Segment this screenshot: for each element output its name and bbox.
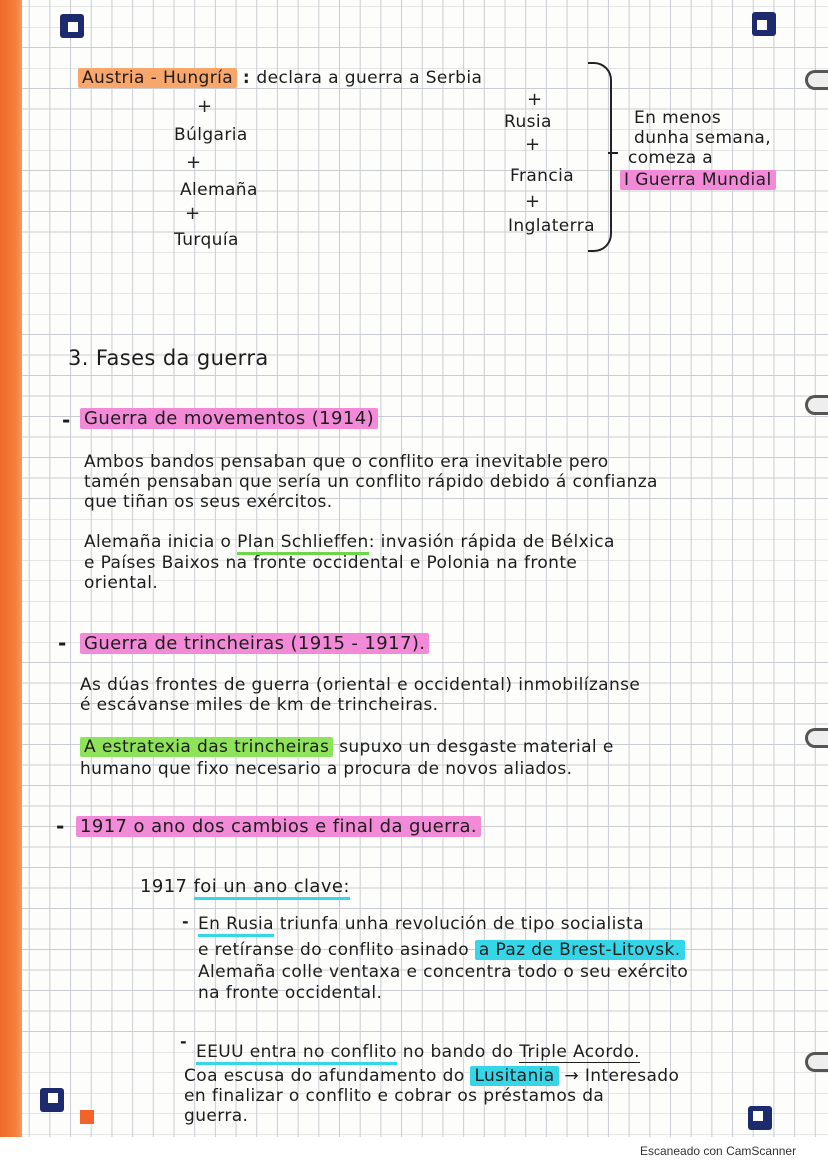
phase1-title [80, 408, 378, 429]
item2-mid: no bando do [402, 1042, 514, 1062]
phase1-para1-line2: tamén pensaban que sería un conflito rápido debido á confianza [84, 472, 658, 492]
item2-line4: guerra. [184, 1106, 249, 1126]
phase3-title [76, 816, 481, 837]
triple-acordo: Triple Acordo. [519, 1042, 640, 1062]
notebook-spine [0, 0, 22, 1137]
ally-alemana: Alemaña [180, 180, 258, 200]
binder-ring [805, 70, 828, 90]
declara-text: declara a guerra a Serbia [256, 68, 483, 88]
bullet-dash: - [180, 1032, 187, 1051]
plus-sign: + [186, 152, 202, 173]
item1-line1 [198, 914, 644, 934]
intro-rest: foi un ano clave: [194, 876, 350, 900]
phase2-para2-rest: supuxo un desgaste material e [339, 737, 614, 757]
eeuu-entra: EEUU entra no conflito [196, 1042, 397, 1065]
item2-line3: en finalizar o conflito e cobrar os préstamos da [184, 1086, 605, 1106]
note-line-1: En menos [634, 108, 722, 128]
ally-inglaterra: Inglaterra [508, 216, 595, 236]
item1-line3: Alemaña colle ventaxa e concentra todo o seu exército [198, 962, 689, 982]
note-line-4 [620, 170, 776, 190]
orange-square-mark [80, 1110, 94, 1124]
binder-ring [805, 395, 828, 415]
phase1-para2-start: Alemaña inicia o [84, 532, 232, 552]
phase2-para1-line1: As dúas frontes de guerra (oriental e occidental) inmobilízanse [80, 675, 641, 695]
camscanner-footer: Escaneado con CamScanner [640, 1144, 797, 1158]
binder-ring [805, 728, 828, 748]
item2-line2-start: Coa escusa do afundamento do [184, 1066, 465, 1086]
plan-schlieffen: Plan Schlieffen [237, 532, 369, 555]
ally-bulgaria: Búlgaria [174, 125, 248, 145]
phase2-title-highlight: Guerra de trincheiras (1915 - 1917). [80, 633, 429, 654]
phase1-para1-line3: que tiñan os seus exércitos. [84, 492, 333, 512]
item2-line2-end: → Interesado [564, 1066, 680, 1086]
corner-marker-top-left [60, 14, 84, 38]
corner-marker-bottom-left [40, 1088, 64, 1112]
phase2-para2-line1 [80, 737, 614, 757]
note-line-3: comeza a [628, 148, 714, 168]
plus-sign: + [185, 203, 201, 224]
item1-line2-start: e retíranse do conflito asinado [198, 940, 470, 960]
phase1-title-highlight: Guerra de movementos (1914) [80, 408, 378, 429]
bullet-dash: - [182, 912, 189, 931]
bullet-dash: - [56, 814, 65, 838]
section-heading [68, 346, 269, 370]
note-line-2: dunha semana, [634, 128, 772, 148]
bullet-dash: - [62, 408, 71, 432]
lusitania-highlight: Lusitania [470, 1066, 558, 1086]
austria-line: Austria - Hungría : declara a guerra a Serbia [78, 68, 482, 88]
phase1-para2-line3: oriental. [84, 573, 159, 593]
phase2-para1-line2: é escávanse miles de km de trincheiras. [80, 695, 439, 715]
section-number: 3. [68, 346, 89, 370]
phase1-para2-line2: e Países Baixos na fronte occidental e Polonia na fronte [84, 553, 578, 573]
ww1-highlight: I Guerra Mundial [620, 170, 776, 190]
ally-rusia: Rusia [504, 112, 552, 132]
item1-rest: triunfa unha revolución de tipo socialista [279, 914, 644, 934]
item1-line2 [198, 940, 685, 960]
phase1-para2-line1 [84, 532, 615, 552]
item2-line2 [184, 1066, 679, 1086]
plus-sign: + [197, 96, 213, 117]
phase1-para2-rest: : invasión rápida de Bélxica [368, 532, 615, 552]
phase3-intro [140, 876, 350, 897]
plus-sign: + [525, 191, 541, 212]
corner-marker-bottom-right [748, 1106, 772, 1130]
ally-turquia: Turquía [174, 230, 239, 250]
estratexia-highlight: A estratexia das trincheiras [80, 737, 333, 757]
plus-sign: + [527, 89, 543, 110]
item1-line4: na fronte occidental. [198, 983, 383, 1003]
plus-sign: + [525, 134, 541, 155]
ally-francia: Francia [510, 166, 575, 186]
section-title: Fases da guerra [95, 346, 269, 370]
phase1-para1-line1: Ambos bandos pensaban que o conflito era inevitable pero [84, 452, 609, 472]
bullet-dash: - [58, 631, 67, 655]
curly-brace [588, 62, 612, 252]
phase3-title-highlight: 1917 o ano dos cambios e final da guerra. [76, 816, 481, 837]
corner-marker-top-right [752, 12, 776, 36]
austria-highlight: Austria - Hungría [78, 68, 237, 88]
en-rusia: En Rusia [198, 914, 274, 937]
phase2-para2-line2: humano que fixo necesario a procura de novos aliados. [80, 759, 573, 779]
item2-line1 [196, 1042, 640, 1062]
phase2-title [80, 633, 429, 654]
binder-ring [805, 1052, 828, 1072]
intro-year: 1917 [140, 876, 188, 897]
brest-litovsk-highlight: a Paz de Brest-Litovsk. [475, 940, 685, 960]
